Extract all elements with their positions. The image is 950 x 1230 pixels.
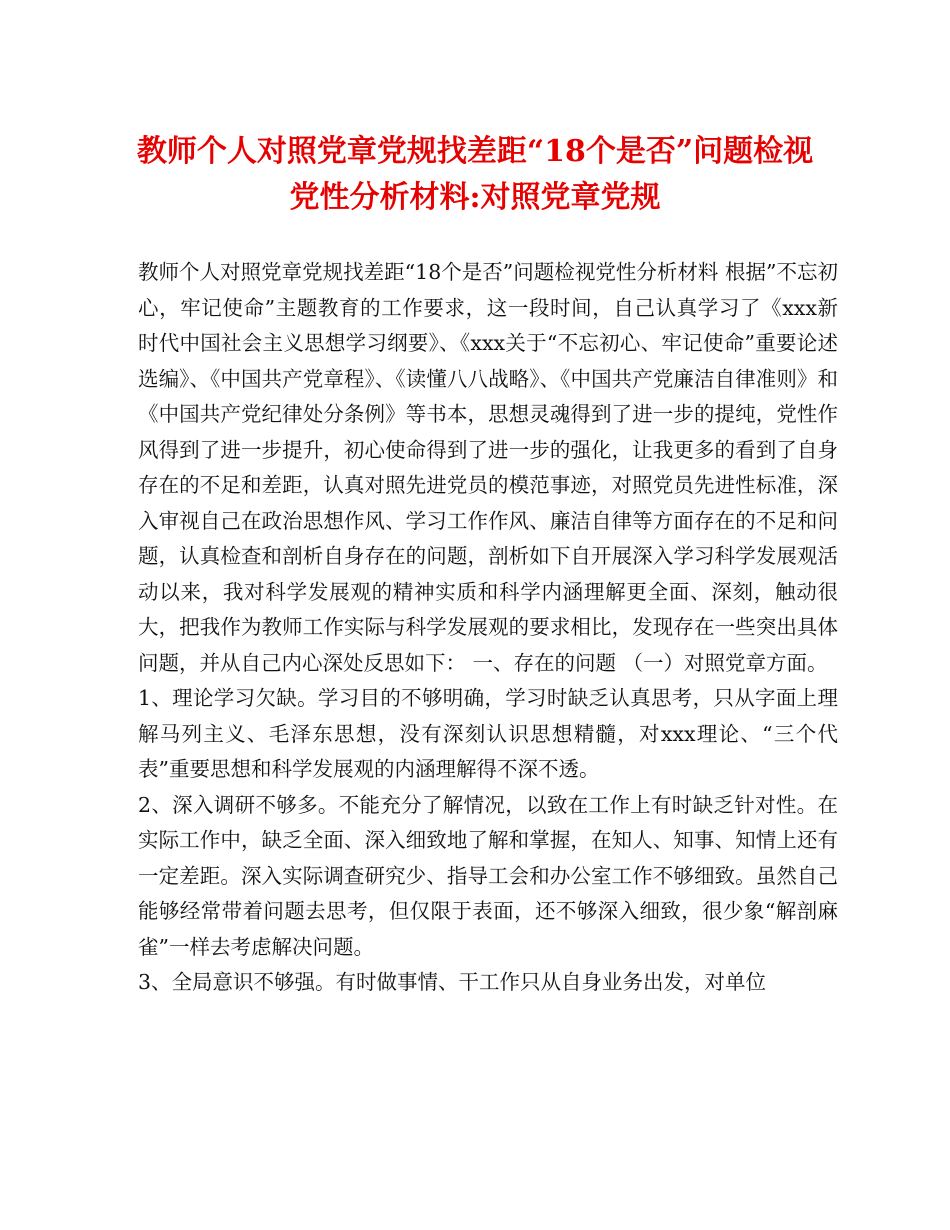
document-title-line-2: 党性分析材料:对照党章党规 <box>289 180 661 215</box>
paragraph-item-3: 3、全局意识不够强。有时做事情、干工作只从自身业务出发，对单位 <box>138 970 767 994</box>
paragraph-item-2: 2、深入调研不够多。不能充分了解情况，以致在工作上有时缺乏针对性。在实际工作中，缺乏全面、深入细致地了解和掌握，在知人、知事、知情上还有一定差距。深入实际调查研究少、指导工会和办公室工作不够细致。虽然自己能够经常带着问题去思考，但仅限于表面，还不够深入细致，很少象“解剖麻雀”一样去考虑解决问题。 <box>138 792 838 959</box>
paragraph-item-1: 1、理论学习欠缺。学习目的不够明确，学习时缺乏认真思考，只从字面上理解马列主义、毛泽东思想，没有深刻认识思想精髓，对xxx理论、“三个代表”重要思想和科学发展观的内涵理解得不深不透。 <box>138 686 838 781</box>
paragraph-intro: 教师个人对照党章党规找差距“18个是否”问题检视党性分析材料 根据”不忘初心，牢记使命”主题教育的工作要求，这一段时间，自己认真学习了《xxx新时代中国社会主义思想学习纲要》、《xxx关于“不忘初心、牢记使命”重要论述选编》、《中国共产党章程》、《读懂八八战略》、《中国共产党廉洁自律准则》和《中国共产党纪律处分条例》等书本，思想灵魂得到了进一步的提纯，党性作风得到了进一步提升，初心使命得到了进一步的强化，让我更多的看到了自身存在的不足和差距，认真对照先进党员的模范事迹，对照党员先进性标准，深入审视自己在政治思想作风、学习工作作风、廉洁自律等方面存在的不足和问题，认真检查和剖析自身存在的问题，剖析如下自开展深入学习科学发展观活动以来，我对科学发展观的精神实质和科学内涵理解更全面、深刻，触动很大，把我作为教师工作实际与科学发展观的要求相比，发现存在一些突出具体问题，并从自己内心深处反思如下： 一、存在的问题 （一）对照党章方面。 <box>138 260 838 675</box>
document-title-line-1: 教师个人对照党章党规找差距“18个是否”问题检视 <box>136 134 814 169</box>
document-body <box>138 255 838 1001</box>
